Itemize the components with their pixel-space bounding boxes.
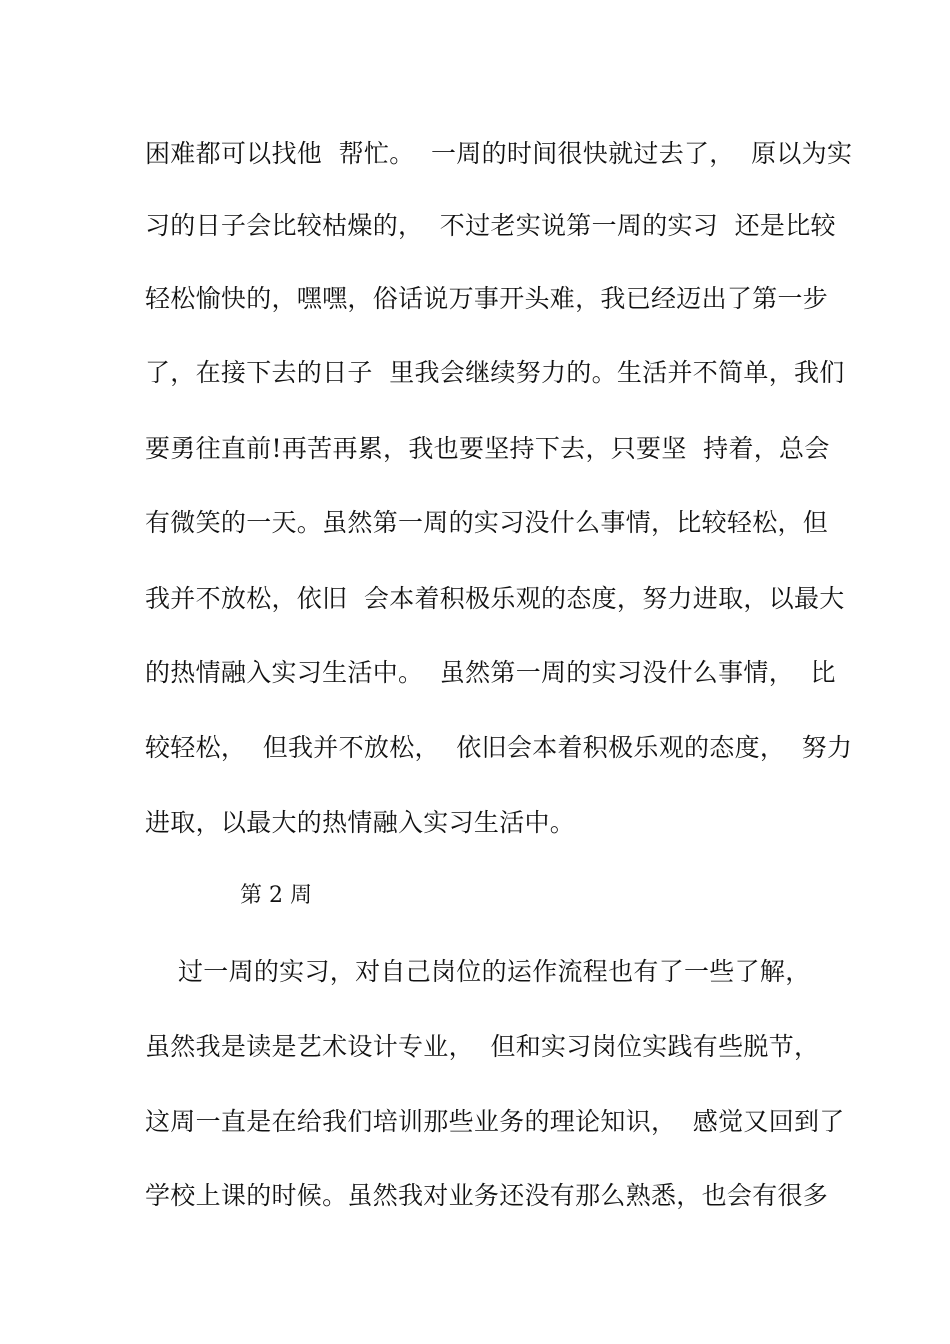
week-heading: 第 2 周 <box>240 883 312 908</box>
paragraph-1-line: 的热情融入实习生活中。 虽然第一周的实习没什么事情， 比 <box>145 658 836 687</box>
paragraph-1-line: 有微笑的一天。虽然第一周的实习没什么事情，比较轻松，但 <box>145 508 829 537</box>
paragraph-1-line: 困难都可以找他 帮忙。 一周的时间很快就过去了， 原以为实 <box>145 139 853 168</box>
paragraph-2-line: 这周一直是在给我们培训那些业务的理论知识， 感觉又回到了 <box>145 1107 845 1136</box>
paragraph-2-line: 学校上课的时候。虽然我对业务还没有那么熟悉，也会有很多 <box>145 1181 829 1210</box>
paragraph-2-line: 过一周的实习，对自己岗位的运作流程也有了一些了解， <box>145 957 811 986</box>
paragraph-1-line: 要勇往直前!再苦再累，我也要坚持下去，只要坚 持着，总会 <box>145 434 830 463</box>
paragraph-2-line: 虽然我是读是艺术设计专业， 但和实习岗位实践有些脱节， <box>145 1032 820 1061</box>
paragraph-1-line: 较轻松， 但我并不放松， 依旧会本着积极乐观的态度， 努力 <box>145 733 853 762</box>
paragraph-1-line: 了，在接下去的日子 里我会继续努力的。生活并不简单，我们 <box>145 358 845 387</box>
paragraph-1-line: 我并不放松，依旧 会本着积极乐观的态度，努力进取，以最大 <box>145 584 845 613</box>
paragraph-1-line: 进取，以最大的热情融入实习生活中。 <box>145 808 576 837</box>
paragraph-1-line: 习的日子会比较枯燥的， 不过老实说第一周的实习 还是比较 <box>145 211 836 240</box>
paragraph-1-line: 轻松愉快的，嘿嘿，俗话说万事开头难，我已经迈出了第一步 <box>145 284 829 313</box>
